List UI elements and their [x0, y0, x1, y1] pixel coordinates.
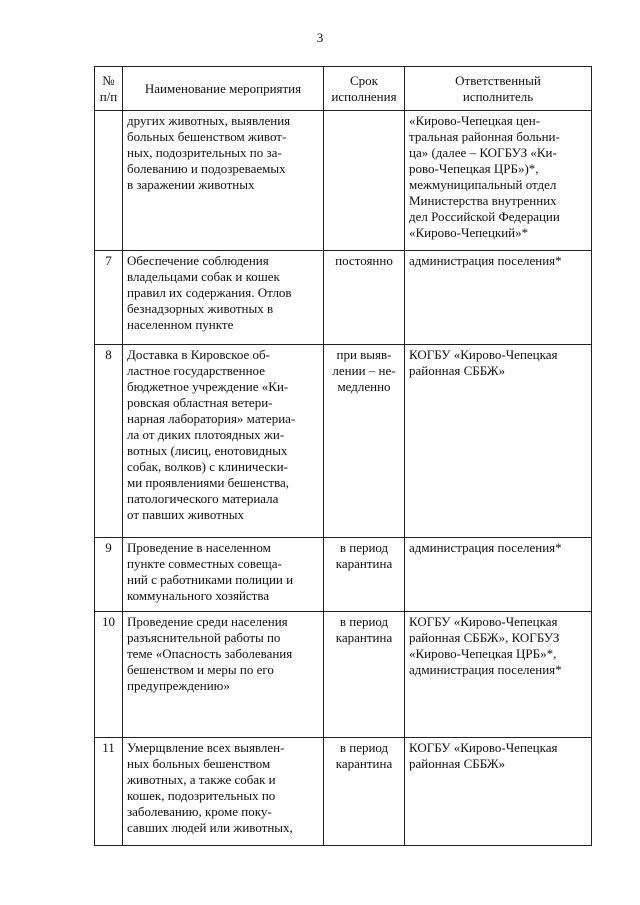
row-responsible: администрация поселения* [405, 538, 592, 612]
row-term: постоянно [324, 251, 405, 345]
row-number: 7 [95, 251, 123, 345]
row-name: Обеспечение соблюдения владельцами собак и кошек правил их содержания. Отлов безнадзорных животных в населенном пункте [123, 251, 324, 345]
row-term [324, 111, 405, 251]
row-term: в период карантина [324, 538, 405, 612]
row-name: Проведение в населенном пункте совместных совеща- ний с работниками полиции и коммунального хозяйства [123, 538, 324, 612]
row-term: в период карантина [324, 612, 405, 738]
header-number: № п/п [95, 67, 123, 111]
table-row [95, 738, 592, 846]
row-responsible: КОГБУ «Кирово-Чепецкая районная СББЖ» [405, 738, 592, 846]
table-row [95, 612, 592, 738]
table-row [95, 251, 592, 345]
row-name: других животных, выявления больных бешенством живот- ных, подозрительных по за- болеванию и подозреваемых в заражении животных [123, 111, 324, 251]
row-number: 10 [95, 612, 123, 738]
row-term: в период карантина [324, 738, 405, 846]
row-responsible: администрация поселения* [405, 251, 592, 345]
table-row [95, 111, 592, 251]
header-responsible: Ответственный исполнитель [405, 67, 592, 111]
row-number: 9 [95, 538, 123, 612]
row-responsible: КОГБУ «Кирово-Чепецкая районная СББЖ» [405, 345, 592, 538]
header-term: Срок исполнения [324, 67, 405, 111]
page-number: 3 [316, 30, 324, 45]
row-term: при выяв- лении – не- медленно [324, 345, 405, 538]
row-number: 11 [95, 738, 123, 846]
row-number [95, 111, 123, 251]
header-name: Наименование мероприятия [123, 67, 324, 111]
table-header-row [95, 67, 592, 111]
measures-table [94, 66, 592, 846]
table-row [95, 345, 592, 538]
row-name: Умерщвление всех выявлен- ных больных бешенством животных, а также собак и кошек, подозрительных по заболеванию, кроме поку- савших людей или животных, [123, 738, 324, 846]
row-number: 8 [95, 345, 123, 538]
row-name: Проведение среди населения разъяснительной работы по теме «Опасность заболевания бешенством и меры по его предупреждению» [123, 612, 324, 738]
table-row [95, 538, 592, 612]
row-responsible: КОГБУ «Кирово-Чепецкая районная СББЖ», КОГБУЗ «Кирово-Чепецкая ЦРБ»*, администрация поселения* [405, 612, 592, 738]
row-name: Доставка в Кировское об- ластное государственное бюджетное учреждение «Ки- ровская областная ветери- нарная лаборатория» материа- ла от диких плотоядных жи- вотных (лисиц, енотовидных собак, волков) с клинически- ми проявлениями бешенства, патологического материала от павших животных [123, 345, 324, 538]
row-responsible: «Кирово-Чепецкая цен- тральная районная больни- ца» (далее – КОГБУЗ «Ки- рово-Чепецкая ЦРБ»)*, межмуниципальный отдел Министерства внутренних дел Российской Федерации «Кирово-Чепецкий»* [405, 111, 592, 251]
